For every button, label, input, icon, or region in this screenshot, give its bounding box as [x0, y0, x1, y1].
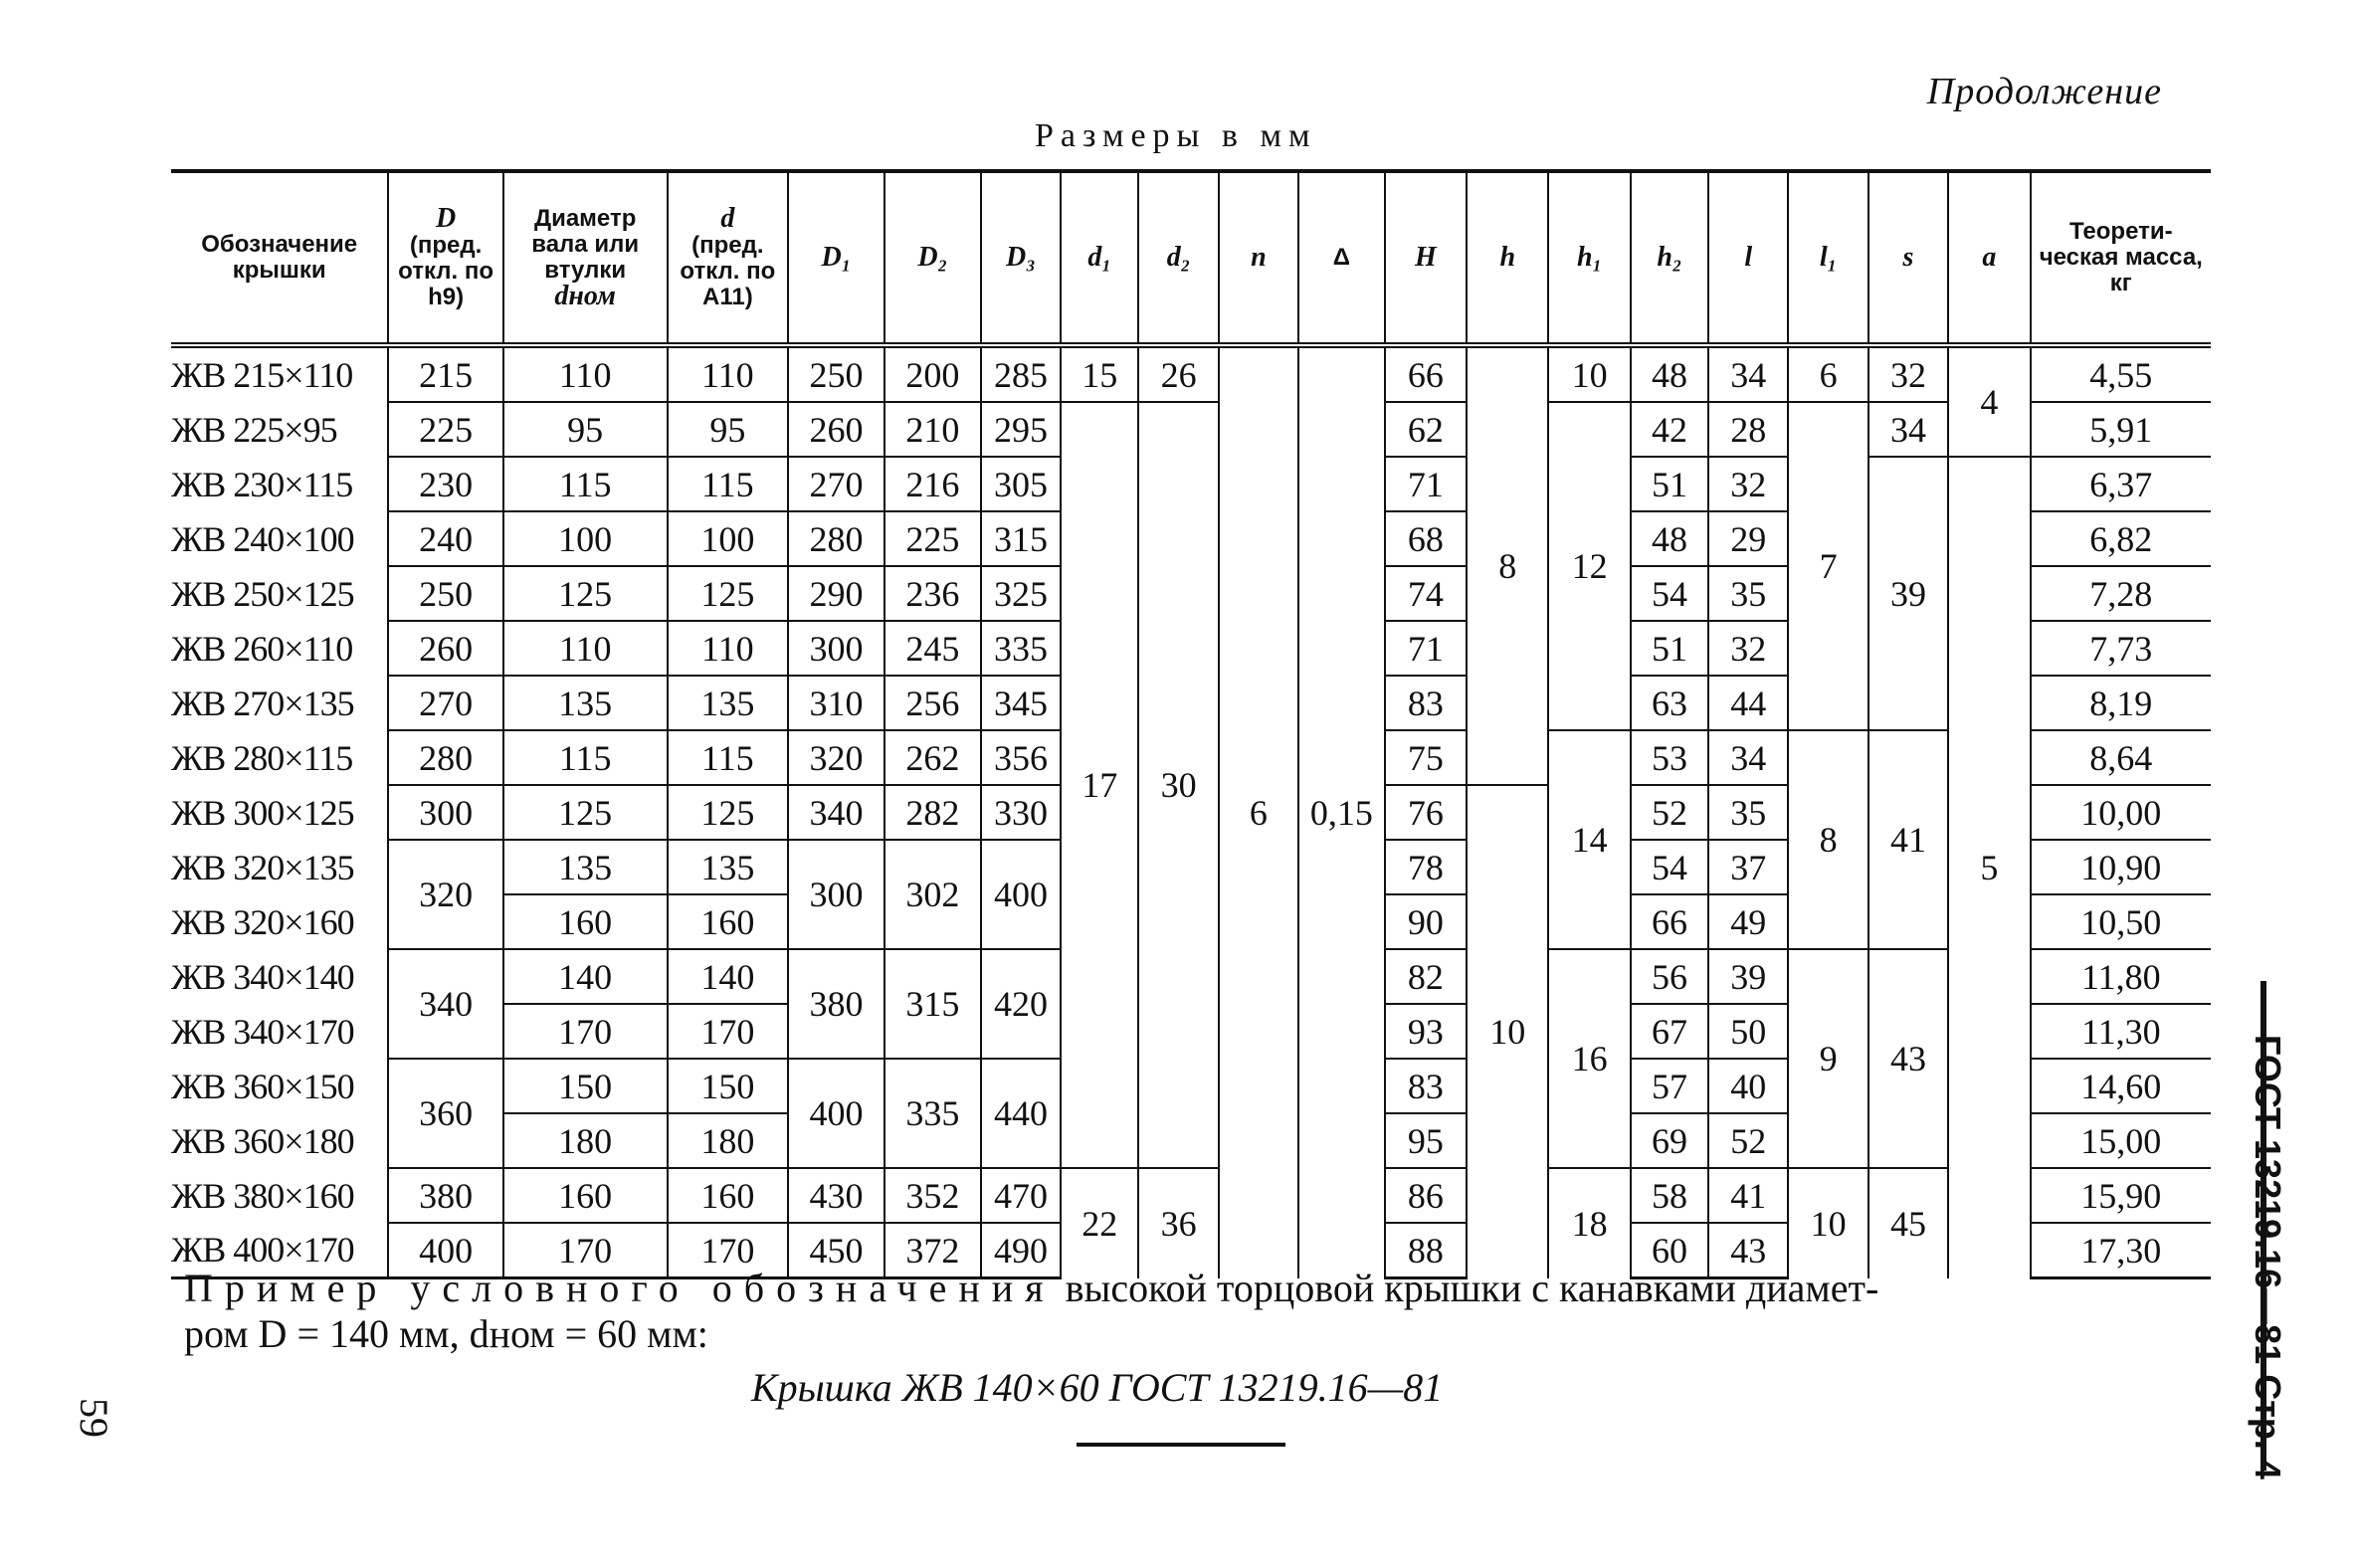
col-header-delta: Δ — [1298, 171, 1385, 345]
cell-D: 380 — [388, 1168, 502, 1223]
cell-l: 44 — [1708, 676, 1788, 730]
cell-D1: 400 — [788, 1059, 885, 1168]
cell-mass: 7,28 — [2031, 566, 2211, 621]
cell-d: 150 — [668, 1059, 789, 1113]
cell-l: 39 — [1708, 949, 1788, 1004]
cell-h2: 42 — [1631, 402, 1708, 457]
cell-l: 41 — [1708, 1168, 1788, 1223]
cell-l1: 9 — [1788, 949, 1868, 1168]
cell-d2: 26 — [1138, 345, 1218, 402]
cell-d: 140 — [668, 949, 789, 1004]
cell-D2: 302 — [885, 840, 981, 949]
col-header-h: h — [1467, 171, 1548, 345]
example-rest: высокой торцовой крышки с канавками диамет- — [1055, 1266, 1879, 1310]
cell-mass: 15,90 — [2031, 1168, 2211, 1223]
col-header-D2: D₂ — [885, 171, 981, 345]
cell-l: 29 — [1708, 511, 1788, 566]
cell-h1: 10 — [1548, 345, 1630, 402]
cell-dnom: 95 — [503, 402, 668, 457]
cell-l1: 6 — [1788, 345, 1868, 402]
cell-D3: 305 — [981, 457, 1061, 511]
cell-l1: 10 — [1788, 1168, 1868, 1278]
cell-d: 160 — [668, 894, 789, 949]
cell-l: 50 — [1708, 1004, 1788, 1059]
cell-D3: 490 — [981, 1223, 1061, 1278]
col-header-D: D (пред. откл. по h9) — [388, 171, 502, 345]
cell-delta: 0,15 — [1298, 345, 1385, 1278]
cell-s: 32 — [1868, 345, 1948, 402]
cell-D: 360 — [388, 1059, 502, 1168]
cell-designation: ЖВ 360×180 — [171, 1120, 354, 1161]
cell-s: 43 — [1868, 949, 1948, 1168]
cell-D: 400 — [388, 1223, 502, 1278]
standard-side-label: ГОСТ 13219.16—81 Стр. 4 — [2248, 1035, 2288, 1479]
continuation-label: Продолжение — [1926, 71, 2162, 112]
dimensions-table-container — [171, 169, 2211, 1279]
cell-n: 6 — [1219, 345, 1298, 1278]
cell-D: 215 — [388, 345, 502, 402]
cell-H: 74 — [1385, 566, 1467, 621]
table-row — [171, 345, 2211, 402]
cell-d: 110 — [668, 345, 789, 402]
cell-dnom: 115 — [503, 730, 668, 785]
col-header-d2: d₂ — [1138, 171, 1218, 345]
cell-dnom: 100 — [503, 511, 668, 566]
cell-d: 100 — [668, 511, 789, 566]
cell-s: 34 — [1868, 402, 1948, 457]
cell-d: 180 — [668, 1113, 789, 1168]
cell-D: 240 — [388, 511, 502, 566]
cell-h2: 51 — [1631, 457, 1708, 511]
cell-D: 300 — [388, 785, 502, 840]
cell-D1: 380 — [788, 949, 885, 1059]
cell-designation: ЖВ 380×160 — [171, 1175, 354, 1216]
col-header-s: s — [1868, 171, 1948, 345]
cell-d: 110 — [668, 621, 789, 676]
cell-H: 78 — [1385, 840, 1467, 894]
cell-dnom: 125 — [503, 566, 668, 621]
cell-d2: 30 — [1138, 402, 1218, 1168]
cell-H: 71 — [1385, 457, 1467, 511]
cell-D2: 256 — [885, 676, 981, 730]
cell-h1: 16 — [1548, 949, 1630, 1168]
cell-d: 170 — [668, 1223, 789, 1278]
cell-mass: 10,90 — [2031, 840, 2211, 894]
cell-H: 86 — [1385, 1168, 1467, 1223]
cell-H: 76 — [1385, 785, 1467, 840]
cell-d: 170 — [668, 1004, 789, 1059]
table-header-row — [171, 171, 2211, 345]
cell-h2: 67 — [1631, 1004, 1708, 1059]
table-body — [171, 345, 2211, 1278]
cell-a: 4 — [1948, 345, 2030, 457]
cell-l: 40 — [1708, 1059, 1788, 1113]
col-header-dnom: Диаметр вала или втулки dном — [503, 171, 668, 345]
cell-d: 125 — [668, 785, 789, 840]
cell-mass: 4,55 — [2031, 345, 2211, 402]
table-row — [171, 402, 2211, 457]
cell-l1: 7 — [1788, 402, 1868, 730]
cell-dnom: 180 — [503, 1113, 668, 1168]
cell-designation: ЖВ 320×135 — [171, 847, 354, 887]
cell-d1: 15 — [1061, 345, 1138, 402]
example-designation: Крышка ЖВ 140×60 ГОСТ 13219.16—81 — [751, 1365, 1444, 1410]
cell-l: 35 — [1708, 785, 1788, 840]
cell-l: 52 — [1708, 1113, 1788, 1168]
col-header-D1: D₁ — [788, 171, 885, 345]
cell-D1: 300 — [788, 621, 885, 676]
cell-a: 5 — [1948, 457, 2030, 1278]
cell-designation: ЖВ 400×170 — [171, 1223, 388, 1278]
cell-d: 125 — [668, 566, 789, 621]
cell-h1: 12 — [1548, 402, 1630, 730]
col-header-d1: d₁ — [1061, 171, 1138, 345]
cell-h: 10 — [1467, 785, 1548, 1278]
example-formula: ром D = 140 мм, dном = 60 мм: — [184, 1311, 708, 1356]
cell-l: 28 — [1708, 402, 1788, 457]
cell-mass: 15,00 — [2031, 1113, 2211, 1168]
cell-h2: 54 — [1631, 840, 1708, 894]
cell-H: 95 — [1385, 1113, 1467, 1168]
cell-mass: 17,30 — [2031, 1223, 2211, 1278]
cell-h2: 48 — [1631, 511, 1708, 566]
cell-dnom: 160 — [503, 1168, 668, 1223]
cell-d1: 22 — [1061, 1168, 1138, 1278]
cell-D3: 400 — [981, 840, 1061, 949]
cell-d: 160 — [668, 1168, 789, 1223]
cell-d: 115 — [668, 457, 789, 511]
cell-D: 280 — [388, 730, 502, 785]
cell-h2: 66 — [1631, 894, 1708, 949]
cell-D3: 315 — [981, 511, 1061, 566]
cell-dnom: 150 — [503, 1059, 668, 1113]
closing-rule — [1077, 1443, 1285, 1447]
cell-l: 34 — [1708, 730, 1788, 785]
cell-designation: ЖВ 215×110 — [171, 355, 353, 395]
cell-H: 88 — [1385, 1223, 1467, 1278]
cell-h2: 52 — [1631, 785, 1708, 840]
cell-D2: 262 — [885, 730, 981, 785]
cell-designation: ЖВ 340×170 — [171, 1011, 354, 1052]
cell-dnom: 135 — [503, 676, 668, 730]
col-header-D3: D₃ — [981, 171, 1061, 345]
cell-H: 82 — [1385, 949, 1467, 1004]
cell-D3: 330 — [981, 785, 1061, 840]
cell-D2: 225 — [885, 511, 981, 566]
cell-D2: 315 — [885, 949, 981, 1059]
cell-D2: 210 — [885, 402, 981, 457]
cell-designation: ЖВ 360×150 — [171, 1066, 354, 1106]
cell-h1: 18 — [1548, 1168, 1630, 1278]
cell-D3: 335 — [981, 621, 1061, 676]
cell-mass: 14,60 — [2031, 1059, 2211, 1113]
cell-l: 32 — [1708, 621, 1788, 676]
col-header-a: a — [1948, 171, 2030, 345]
cell-mass: 8,64 — [2031, 730, 2211, 785]
cell-D3: 295 — [981, 402, 1061, 457]
col-header-d: d (пред. откл. по A11) — [668, 171, 789, 345]
cell-H: 75 — [1385, 730, 1467, 785]
cell-l: 34 — [1708, 345, 1788, 402]
cell-mass: 5,91 — [2031, 402, 2211, 457]
cell-H: 66 — [1385, 345, 1467, 402]
cell-D3: 345 — [981, 676, 1061, 730]
cell-h2: 56 — [1631, 949, 1708, 1004]
cell-d: 115 — [668, 730, 789, 785]
cell-D: 250 — [388, 566, 502, 621]
cell-mass: 10,00 — [2031, 785, 2211, 840]
table-row — [171, 1168, 2211, 1223]
cell-l: 49 — [1708, 894, 1788, 949]
cell-d: 135 — [668, 840, 789, 894]
cell-D: 260 — [388, 621, 502, 676]
cell-l: 43 — [1708, 1223, 1788, 1278]
cell-h2: 60 — [1631, 1223, 1708, 1278]
col-header-n: n — [1219, 171, 1298, 345]
cell-D2: 200 — [885, 345, 981, 402]
cell-H: 93 — [1385, 1004, 1467, 1059]
example-lead: Пример условного обозначения — [184, 1266, 1056, 1310]
col-header-h1: h₁ — [1548, 171, 1630, 345]
cell-s: 41 — [1868, 730, 1948, 949]
cell-D2: 335 — [885, 1059, 981, 1168]
cell-s: 39 — [1868, 457, 1948, 730]
cell-D2: 372 — [885, 1223, 981, 1278]
cell-dnom: 115 — [503, 457, 668, 511]
cell-H: 71 — [1385, 621, 1467, 676]
cell-h2: 58 — [1631, 1168, 1708, 1223]
cell-h2: 53 — [1631, 730, 1708, 785]
cell-designation: ЖВ 320×160 — [171, 901, 354, 942]
cell-d: 135 — [668, 676, 789, 730]
cell-dnom: 110 — [503, 345, 668, 402]
cell-designation: ЖВ 340×140 — [171, 956, 354, 997]
col-header-h2: h₂ — [1631, 171, 1708, 345]
cell-D1: 320 — [788, 730, 885, 785]
cell-dnom: 170 — [503, 1004, 668, 1059]
cell-D1: 300 — [788, 840, 885, 949]
cell-mass: 10,50 — [2031, 894, 2211, 949]
cell-designation: ЖВ 300×125 — [171, 792, 354, 833]
cell-D1: 270 — [788, 457, 885, 511]
cell-dnom: 140 — [503, 949, 668, 1004]
cell-D3: 420 — [981, 949, 1061, 1059]
cell-designation: ЖВ 270×135 — [171, 683, 354, 723]
cell-l1: 8 — [1788, 730, 1868, 949]
cell-h2: 54 — [1631, 566, 1708, 621]
cell-D3: 285 — [981, 345, 1061, 402]
cell-D1: 310 — [788, 676, 885, 730]
cell-h2: 57 — [1631, 1059, 1708, 1113]
col-header-mass: Теорети- ческая масса, кг — [2031, 171, 2211, 345]
cell-dnom: 125 — [503, 785, 668, 840]
cell-H: 90 — [1385, 894, 1467, 949]
cell-D1: 450 — [788, 1223, 885, 1278]
cell-D1: 340 — [788, 785, 885, 840]
cell-D2: 282 — [885, 785, 981, 840]
cell-D1: 430 — [788, 1168, 885, 1223]
cell-dnom: 110 — [503, 621, 668, 676]
cell-designation: ЖВ 250×125 — [171, 573, 354, 614]
cell-D2: 236 — [885, 566, 981, 621]
cell-designation: ЖВ 260×110 — [171, 628, 353, 669]
page-number: 59 — [72, 1398, 116, 1438]
cell-h2: 48 — [1631, 345, 1708, 402]
cell-D2: 352 — [885, 1168, 981, 1223]
cell-D1: 290 — [788, 566, 885, 621]
cell-dnom: 135 — [503, 840, 668, 894]
cell-D1: 260 — [788, 402, 885, 457]
cell-mass: 6,82 — [2031, 511, 2211, 566]
cell-l: 32 — [1708, 457, 1788, 511]
cell-D: 340 — [388, 949, 502, 1059]
col-header-H: H — [1385, 171, 1467, 345]
cell-H: 62 — [1385, 402, 1467, 457]
col-header-l: l — [1708, 171, 1788, 345]
cell-D3: 356 — [981, 730, 1061, 785]
cell-D3: 440 — [981, 1059, 1061, 1168]
cell-s: 45 — [1868, 1168, 1948, 1278]
cell-d2: 36 — [1138, 1168, 1218, 1278]
cell-D1: 280 — [788, 511, 885, 566]
cell-designation: ЖВ 240×100 — [171, 518, 354, 559]
cell-h2: 63 — [1631, 676, 1708, 730]
cell-D: 225 — [388, 402, 502, 457]
cell-D: 320 — [388, 840, 502, 949]
cell-mass: 6,37 — [2031, 457, 2211, 511]
cell-h2: 69 — [1631, 1113, 1708, 1168]
cell-D3: 325 — [981, 566, 1061, 621]
units-caption: Размеры в мм — [1035, 117, 1317, 154]
cell-d: 95 — [668, 402, 789, 457]
cell-D2: 245 — [885, 621, 981, 676]
cell-H: 83 — [1385, 1059, 1467, 1113]
cell-D1: 250 — [788, 345, 885, 402]
cell-H: 68 — [1385, 511, 1467, 566]
cell-D: 230 — [388, 457, 502, 511]
col-header-designation: Обозначение крышки — [171, 171, 388, 345]
cell-D2: 216 — [885, 457, 981, 511]
col-header-l1: l₁ — [1788, 171, 1868, 345]
cell-designation: ЖВ 230×115 — [171, 464, 353, 504]
cell-h1: 14 — [1548, 730, 1630, 949]
cell-l: 37 — [1708, 840, 1788, 894]
cell-dnom: 170 — [503, 1223, 668, 1278]
cell-mass: 11,30 — [2031, 1004, 2211, 1059]
cell-H: 83 — [1385, 676, 1467, 730]
cell-designation: ЖВ 225×95 — [171, 409, 337, 450]
cell-mass: 11,80 — [2031, 949, 2211, 1004]
cell-D3: 470 — [981, 1168, 1061, 1223]
dimensions-table — [171, 169, 2211, 1279]
designation-example — [184, 1266, 2214, 1411]
cell-h2: 51 — [1631, 621, 1708, 676]
cell-d1: 17 — [1061, 402, 1138, 1168]
cell-mass: 8,19 — [2031, 676, 2211, 730]
cell-dnom: 160 — [503, 894, 668, 949]
cell-D: 270 — [388, 676, 502, 730]
cell-l: 35 — [1708, 566, 1788, 621]
cell-designation: ЖВ 280×115 — [171, 737, 353, 778]
cell-h: 8 — [1467, 345, 1548, 785]
cell-mass: 7,73 — [2031, 621, 2211, 676]
